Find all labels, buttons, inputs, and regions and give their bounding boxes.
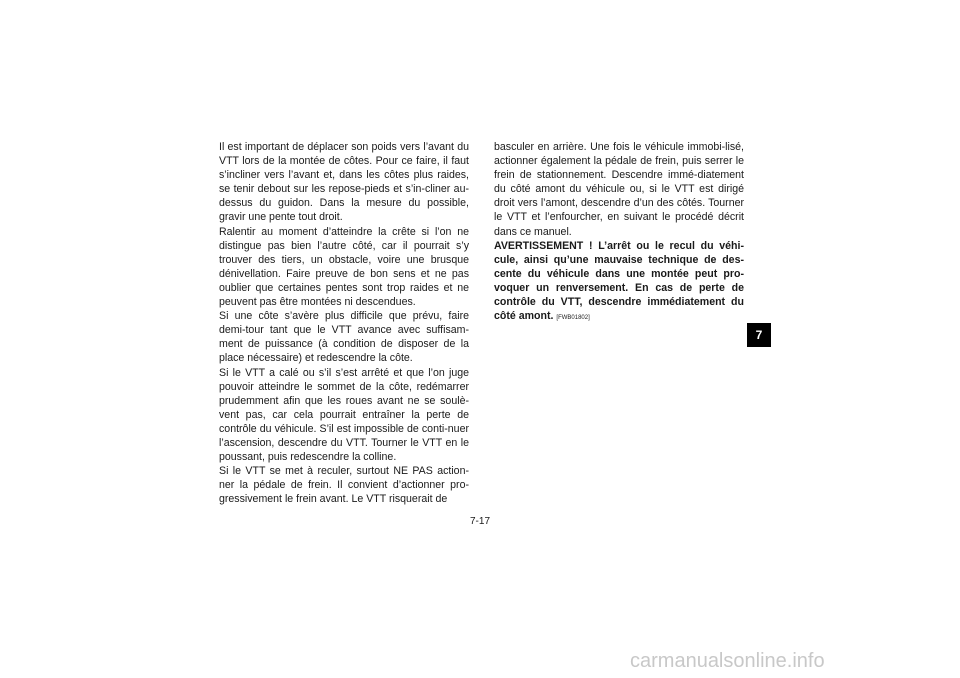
paragraph-weight-shift: Il est important de déplacer son poids vers l’avant du VTT lors de la montée de côtes. Pour ce faire, il faut s’incliner vers l’avant et, dans les côtes plus raides, se tenir debout sur les repose-pieds et s’in-cliner au-dessus du guidon. Dans la mesure du possible, gravir une pente tout droit. (219, 141, 469, 224)
warning-code: [FWB01802] (556, 315, 590, 322)
warning-text (494, 239, 744, 326)
right-text-column (494, 140, 744, 325)
paragraph-turn-around: Si une côte s’avère plus difficile que prévu, faire demi-tour tant que le VTT avance avec suffisam-ment de puissance (à condition de disposer de la place nécessaire) et redescendre la côte. (219, 310, 469, 365)
paragraph-continuation: basculer en arrière. Une fois le véhicule immobi-lisé, actionner également la pédale de frein, puis serrer le frein de stationnement. Descendre immé-diatement du côté amont du véhicule ou, si le VTT est dirigé droit vers l’amont, descendre d’un des côtés. Tourner le VTT et l’enfourcher, en suivant le procédé décrit dans ce manuel. (494, 141, 744, 238)
paragraph-rolling-back: Si le VTT se met à reculer, surtout NE PAS action-ner la pédale de frein. Il convient d’actionner pro-gressivement le frein avant. Le VTT risquerait de (219, 465, 469, 506)
paragraph-crest: Ralentir au moment d’atteindre la crête si l’on ne distingue pas bien l’autre côté, car il pourrait s’y trouver des tiers, un obstacle, voire une brusque dénivellation. Faire preuve de bon sens et ne pas oublier que certaines pentes sont trop raides et ne peuvent pas être montées ni descendues. (219, 225, 469, 309)
chapter-tab: 7 (747, 323, 771, 347)
left-text-column (219, 140, 469, 506)
watermark: carmanualsonline.info (630, 650, 825, 672)
paragraph-stalled: Si le VTT a calé ou s’il s’est arrêté et que l’on juge pouvoir atteindre le sommet de la côte, redémarrer prudemment afin que les roues avant ne se soulè-vent pas, car cela pourrait entraîner la perte de contrôle du véhicule. S’il est impossible de conti-nuer l’ascension, descendre du VTT. Tourner le VTT en le poussant, puis redescendre la colline. (219, 366, 469, 464)
page-number: 7-17 (469, 516, 490, 527)
warning-body: AVERTISSEMENT ! L’arrêt ou le recul du véhi-cule, ainsi qu’une mauvaise technique de des-cente du véhicule dans une montée peut pro-voquer un renversement. En cas de perte de contrôle du VTT, descendre immédiatement du côté amont. (494, 239, 744, 323)
